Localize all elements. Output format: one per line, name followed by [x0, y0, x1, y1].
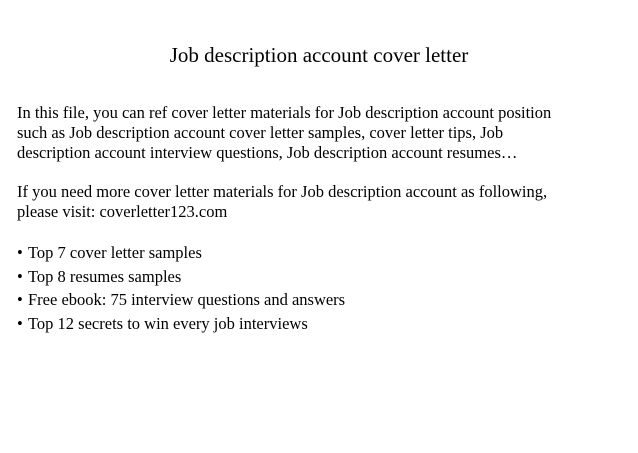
list-item-label: Free ebook: 75 interview questions and answers	[28, 290, 346, 309]
intro-line-3: description account interview questions, Job description account resumes…	[17, 143, 518, 162]
list-item-label: Top 8 resumes samples	[28, 266, 182, 286]
intro-line-2: such as Job description account cover letter samples, cover letter tips, Job	[17, 123, 504, 142]
document-title: Job description account cover letter	[169, 43, 469, 67]
list-item	[17, 288, 345, 312]
bullet-icon: •	[17, 266, 23, 286]
list-item	[17, 241, 345, 265]
list-item	[17, 265, 345, 289]
intro-paragraph	[17, 103, 627, 163]
intro-line-1: In this file, you can ref cover letter materials for Job description account position	[17, 103, 552, 122]
bullet-icon: •	[17, 290, 23, 309]
list-item-label: Top 7 cover letter samples	[28, 243, 202, 262]
resources-list	[17, 241, 345, 335]
bullet-icon: •	[17, 313, 23, 333]
more-materials-paragraph	[17, 182, 627, 222]
more-materials-line-1: If you need more cover letter materials for Job description account as following,	[17, 182, 548, 201]
bullet-icon: •	[17, 243, 23, 262]
list-item	[17, 312, 345, 336]
more-materials-line-2: please visit: coverletter123.com	[17, 202, 228, 221]
list-item-label: Top 12 secrets to win every job interviews	[28, 313, 308, 333]
